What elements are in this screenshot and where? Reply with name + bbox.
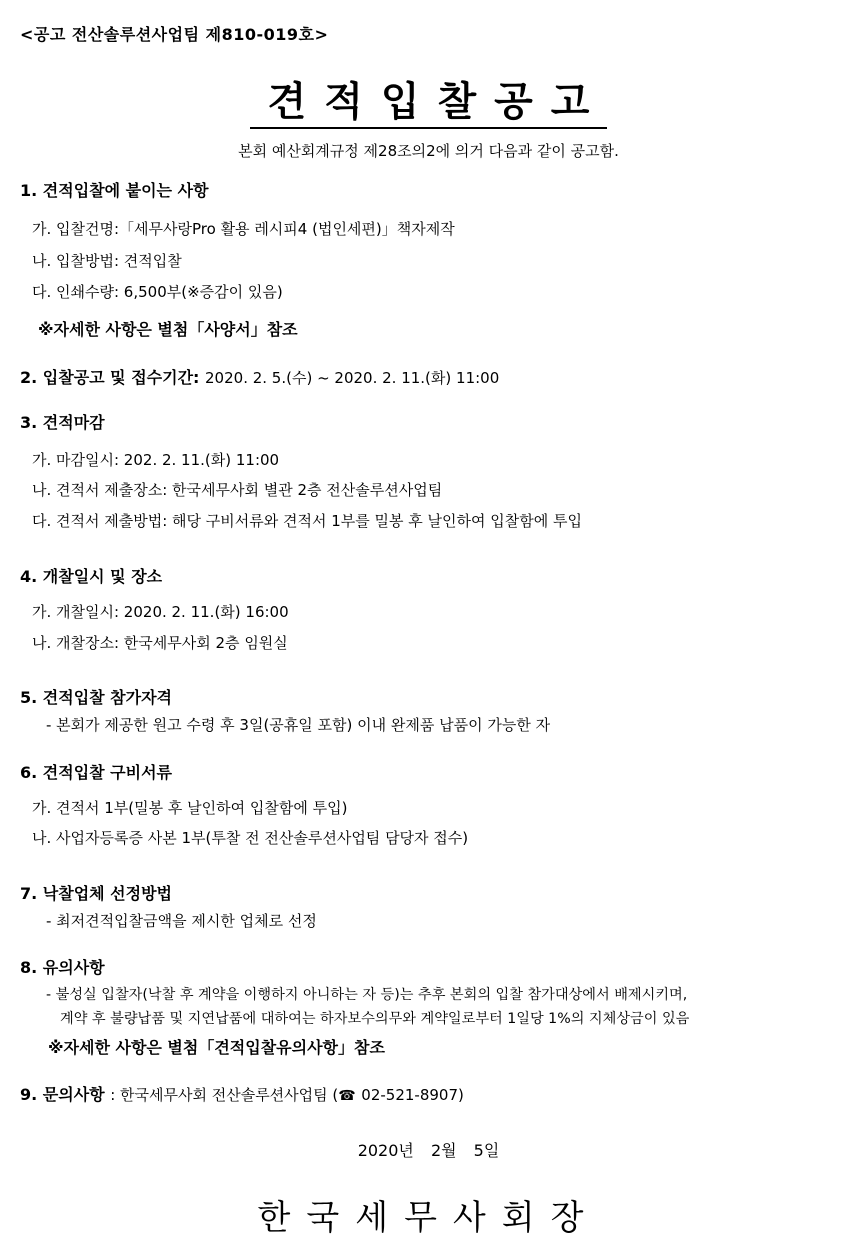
section-6-heading: 6. 견적입찰 구비서류	[20, 763, 172, 782]
telephone-icon: ☎	[338, 1088, 356, 1104]
section-6-item-2: 나. 사업자등록증 사본 1부(투찰 전 전산솔루션사업팀 담당자 접수)	[32, 829, 469, 847]
section-2-line	[20, 365, 499, 388]
section-5-heading: 5. 견적입찰 참가자격	[20, 688, 172, 707]
section-4-heading: 4. 개찰일시 및 장소	[20, 567, 163, 586]
section-8-item-1: - 불성실 입찰자(낙찰 후 계약을 이행하지 아니하는 자 등)는 추후 본회의 입찰 참가대상에서 배제시키며,	[46, 987, 688, 1003]
section-1-heading: 1. 견적입찰에 붙이는 사항	[20, 181, 209, 200]
signer: 한국세무사회장	[257, 1198, 600, 1238]
section-8-item-2: 계약 후 불량납품 및 지연납품에 대하여는 하자보수의무와 계약일로부터 1일당 1%의 지체상금이 있음	[60, 1011, 690, 1027]
section-2-heading: 2. 입찰공고 및 접수기간:	[20, 368, 200, 387]
notice-date: 2020년 2월 5일	[357, 1141, 500, 1160]
page-title: 견적입찰공고	[250, 79, 608, 129]
section-9-value-prefix: : 한국세무사회 전산솔루션사업팀 (	[110, 1086, 339, 1104]
section-6-item-1: 가. 견적서 1부(밀봉 후 날인하여 입찰함에 투입)	[32, 799, 348, 817]
section-3-item-3: 다. 견적서 제출방법: 해당 구비서류와 견적서 1부를 밀봉 후 날인하여 입찰함에 투입	[32, 512, 582, 530]
section-3-item-2: 나. 견적서 제출장소: 한국세무사회 별관 2층 전산솔루션사업팀	[32, 481, 443, 499]
section-3-item-1: 가. 마감일시: 202. 2. 11.(화) 11:00	[32, 451, 280, 469]
section-9-heading: 9. 문의사항	[20, 1085, 105, 1104]
section-3-heading: 3. 견적마감	[20, 413, 105, 432]
section-8-heading: 8. 유의사항	[20, 958, 105, 977]
section-8-note: ※자세한 사항은 별첨「견적입찰유의사항」참조	[48, 1038, 385, 1057]
section-9-line	[20, 1082, 464, 1105]
section-5-item-1: - 본회가 제공한 원고 수령 후 3일(공휴일 포함) 이내 완제품 납품이 가능한 자	[46, 716, 551, 734]
section-1-note: ※자세한 사항은 별첨「사양서」참조	[38, 320, 298, 339]
section-7-heading: 7. 낙찰업체 선정방법	[20, 884, 172, 903]
section-1-item-3: 다. 인쇄수량: 6,500부(※증감이 있음)	[32, 283, 283, 301]
section-4-item-1: 가. 개찰일시: 2020. 2. 11.(화) 16:00	[32, 603, 289, 621]
section-2-value: 2020. 2. 5.(수) ~ 2020. 2. 11.(화) 11:00	[205, 369, 500, 387]
page-title-wrapper	[0, 70, 857, 127]
section-1-item-1: 가. 입찰건명:「세무사랑Pro 활용 레시피4 (법인세편)」책자제작	[32, 220, 455, 238]
intro-text: 본회 예산회계규정 제28조의2에 의거 다음과 같이 공고함.	[238, 142, 619, 160]
section-7-item-1: - 최저견적입찰금액을 제시한 업체로 선정	[46, 912, 317, 930]
section-4-item-2: 나. 개찰장소: 한국세무사회 2층 임원실	[32, 634, 288, 652]
section-9-phone: 02-521-8907)	[361, 1086, 464, 1104]
notice-number: <공고 전산솔루션사업팀 제810-019호>	[20, 25, 329, 44]
section-1-item-2: 나. 입찰방법: 견적입찰	[32, 252, 182, 270]
